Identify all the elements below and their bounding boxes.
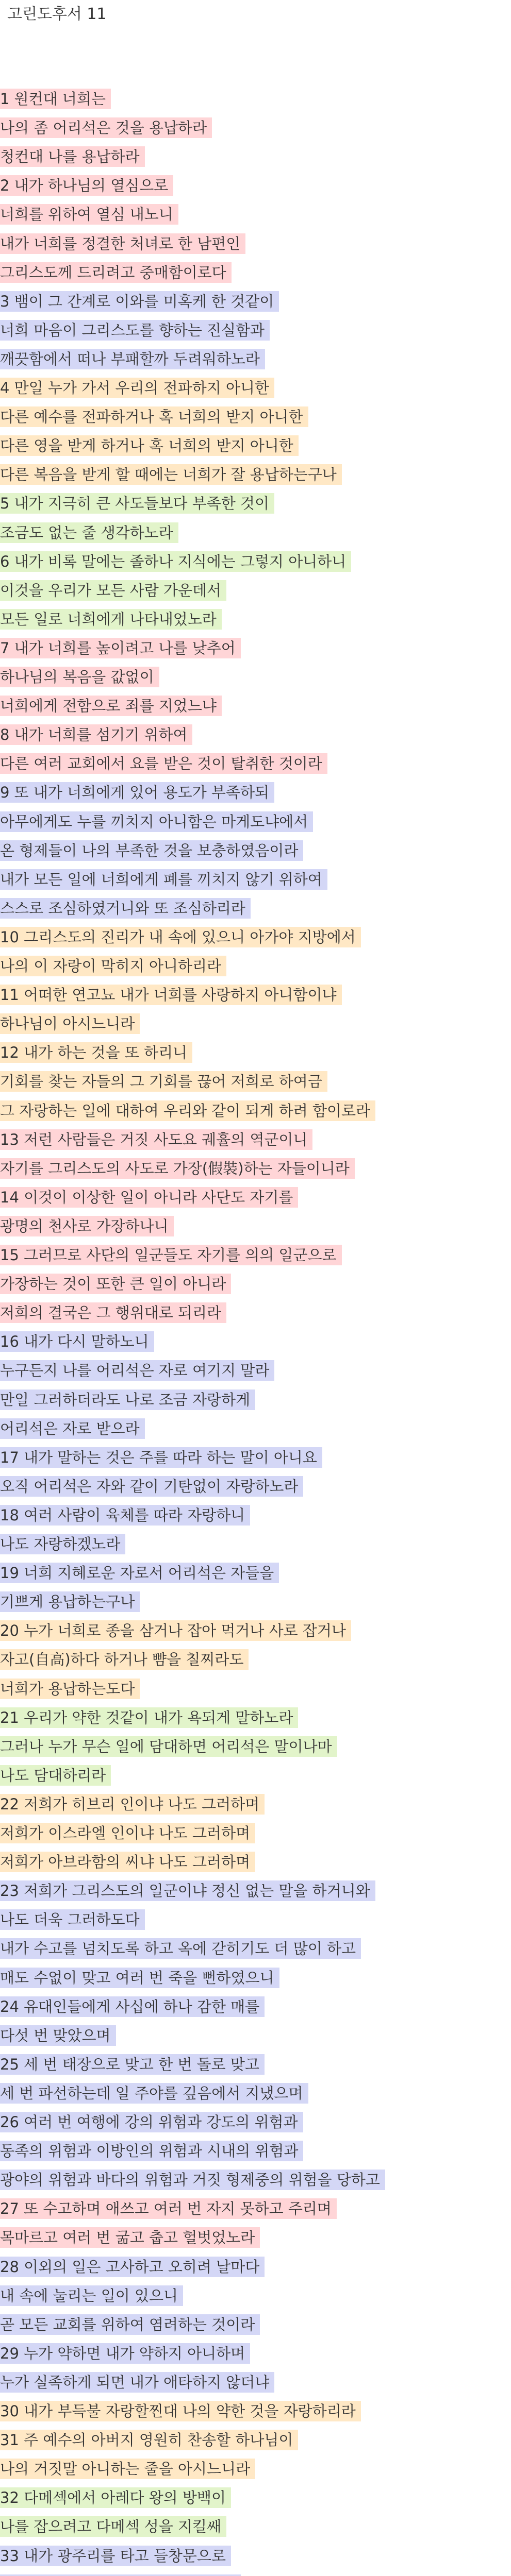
verse-line: 20 누가 너희로 종을 삼거나 잡아 먹거나 사로 잡거나 bbox=[0, 1620, 351, 1641]
verse-line: 25 세 번 태장으로 맞고 한 번 돌로 맞고 bbox=[0, 2054, 265, 2075]
verse-line: 조금도 없는 줄 생각하노라 bbox=[0, 522, 178, 543]
verse-line: 오직 어리석은 자와 같이 기탄없이 자랑하노라 bbox=[0, 1476, 303, 1497]
verse-line: 어리석은 자로 받으라 bbox=[0, 1418, 145, 1439]
verse-line: 17 내가 말하는 것은 주를 따라 하는 말이 아니요 bbox=[0, 1447, 322, 1468]
verse-line: 9 또 내가 너희에게 있어 용도가 부족하되 bbox=[0, 782, 274, 803]
verse-line: 나를 잡으려고 다메섹 성을 지킬쌔 bbox=[0, 2516, 226, 2537]
verse-line: 5 내가 지극히 큰 사도들보다 부족한 것이 bbox=[0, 493, 274, 514]
verse-line: 다른 복음을 받게 할 때에는 너희가 잘 용납하는구나 bbox=[0, 464, 342, 485]
verse-line: 청컨대 나를 용납하라 bbox=[0, 146, 145, 167]
verse-line: 나의 거짓말 아니하는 줄을 아시느니라 bbox=[0, 2459, 255, 2479]
verse-line: 33 내가 광주리를 타고 들창문으로 bbox=[0, 2546, 231, 2566]
verse-line: 만일 그러하더라도 나로 조금 자랑하게 bbox=[0, 1389, 255, 1410]
verse-line: 6 내가 비록 말에는 졸하나 지식에는 그렇지 아니하니 bbox=[0, 551, 351, 572]
verse-line: 31 주 예수의 아버지 영원히 찬송할 하나님이 bbox=[0, 2430, 298, 2450]
verse-line: 27 또 수고하며 애쓰고 여러 번 자지 못하고 주리며 bbox=[0, 2198, 337, 2219]
verse-line: 그러나 누가 무슨 일에 담대하면 어리석은 말이나마 bbox=[0, 1736, 337, 1757]
verse-line: 기쁘게 용납하는구나 bbox=[0, 1591, 140, 1612]
verse-line: 11 어떠한 연고뇨 내가 너희를 사랑하지 아니함이냐 bbox=[0, 985, 342, 1005]
verse-line: 너희에게 전함으로 죄를 지었느냐 bbox=[0, 696, 222, 716]
verse-line: 너희 마음이 그리스도를 향하는 진실함과 bbox=[0, 320, 270, 341]
verse-line: 저희가 이스라엘 인이냐 나도 그러하며 bbox=[0, 1823, 255, 1843]
verse-line: 가장하는 것이 또한 큰 일이 아니라 bbox=[0, 1274, 231, 1294]
verse-line: 2 내가 하나님의 열심으로 bbox=[0, 175, 173, 196]
verse-line: 모든 일로 너희에게 나타내었노라 bbox=[0, 609, 222, 630]
verse-line: 곧 모든 교회를 위하여 염려하는 것이라 bbox=[0, 2314, 260, 2335]
verse-line: 32 다메섹에서 아레다 왕의 방백이 bbox=[0, 2487, 231, 2508]
verse-line: 다른 예수를 전파하거나 혹 너희의 받지 아니한 bbox=[0, 406, 308, 427]
verse-line: 24 유대인들에게 사십에 하나 감한 매를 bbox=[0, 1996, 265, 2017]
verse-line: 그리스도께 드리려고 중매함이로다 bbox=[0, 262, 232, 283]
verse-line: 내가 모든 일에 너희에게 폐를 끼치지 않기 위하여 bbox=[0, 869, 327, 890]
verse-line: 세 번 파선하는데 일 주야를 깊음에서 지냈으며 bbox=[0, 2083, 308, 2104]
verse-line: 매도 수없이 맞고 여러 번 죽을 뻔하였으니 bbox=[0, 1968, 279, 1988]
verse-line: 13 저런 사람들은 거짓 사도요 궤휼의 역군이니 bbox=[0, 1129, 312, 1150]
verse-line: 23 저희가 그리스도의 일군이냐 정신 없는 말을 하거니와 bbox=[0, 1880, 375, 1901]
verse-line: 28 이외의 일은 고사하고 오히려 날마다 bbox=[0, 2257, 265, 2277]
verse-line: 다섯 번 맞았으며 bbox=[0, 2025, 116, 2046]
verse-line: 저희의 결국은 그 행위대로 되리라 bbox=[0, 1302, 226, 1323]
verse-line: 나의 이 자랑이 막히지 아니하리라 bbox=[0, 956, 226, 976]
verse-line: 나의 좀 어리석은 것을 용납하라 bbox=[0, 117, 212, 138]
verse-line: 깨끗함에서 떠나 부패할까 두려워하노라 bbox=[0, 349, 265, 369]
verse-line: 30 내가 부득불 자랑할찐대 나의 약한 것을 자랑하리라 bbox=[0, 2401, 361, 2421]
verse-line: 나도 더욱 그러하도다 bbox=[0, 1909, 145, 1930]
verse-line: 기회를 찾는 자들의 그 기회를 끊어 저희로 하여금 bbox=[0, 1071, 327, 1092]
verse-line: 나도 담대하리라 bbox=[0, 1765, 111, 1786]
verse-line: 그 자랑하는 일에 대하여 우리와 같이 되게 하려 함이로라 bbox=[0, 1100, 375, 1121]
verse-line: 내가 너희를 정결한 처녀로 한 남편인 bbox=[0, 233, 245, 254]
verse-line: 내가 수고를 넘치도록 하고 옥에 갇히기도 더 많이 하고 bbox=[0, 1938, 361, 1959]
verse-line: 광명의 천사로 가장하나니 bbox=[0, 1216, 174, 1236]
verse-line: 하나님이 아시느니라 bbox=[0, 1013, 140, 1034]
verse-line: 다른 여러 교회에서 요를 받은 것이 탈취한 것이라 bbox=[0, 753, 327, 774]
verse-line: 22 저희가 히브리 인이냐 나도 그러하며 bbox=[0, 1794, 265, 1815]
verse-line: 자기를 그리스도의 사도로 가장(假裝)하는 자들이니라 bbox=[0, 1158, 355, 1179]
verse-line: 8 내가 너희를 섬기기 위하여 bbox=[0, 724, 192, 745]
verse-line: 하나님의 복음을 값없이 bbox=[0, 667, 159, 687]
verse-line: 18 여러 사람이 육체를 따라 자랑하니 bbox=[0, 1505, 250, 1526]
verse-line: 10 그리스도의 진리가 내 속에 있으니 아가야 지방에서 bbox=[0, 927, 361, 947]
verse-line: 이것을 우리가 모든 사람 가운데서 bbox=[0, 580, 226, 601]
verse-line: 자고(自高)하다 하거나 뺨을 칠찌라도 bbox=[0, 1649, 249, 1670]
verse-line: 19 너희 지혜로운 자로서 어리석은 자들을 bbox=[0, 1563, 279, 1583]
verse-line: 29 누가 약하면 내가 약하지 아니하며 bbox=[0, 2343, 250, 2364]
verse-line: 누구든지 나를 어리석은 자로 여기지 말라 bbox=[0, 1360, 274, 1381]
verse-line: 스스로 조심하였거니와 또 조심하리라 bbox=[0, 898, 251, 919]
verse-line: 나도 자랑하겠노라 bbox=[0, 1534, 125, 1554]
verse-line: 21 우리가 약한 것같이 내가 욕되게 말하노라 bbox=[0, 1707, 298, 1728]
verse-line: 다른 영을 받게 하거나 혹 너희의 받지 아니한 bbox=[0, 435, 299, 456]
verse-line: 목마르고 여러 번 굶고 춥고 헐벗었노라 bbox=[0, 2227, 260, 2248]
page-title: 고린도후서 11 bbox=[7, 5, 107, 23]
verse-line: 3 뱀이 그 간계로 이와를 미혹케 한 것같이 bbox=[0, 291, 279, 312]
verse-line: 16 내가 다시 말하노니 bbox=[0, 1331, 154, 1352]
verse-line: 15 그러므로 사단의 일군들도 자기를 의의 일군으로 bbox=[0, 1245, 342, 1265]
verse-line: 12 내가 하는 것을 또 하리니 bbox=[0, 1042, 192, 1063]
verse-line: 내 속에 눌리는 일이 있으니 bbox=[0, 2285, 183, 2306]
verse-line: 동족의 위험과 이방인의 위험과 시내의 위험과 bbox=[0, 2141, 303, 2161]
verse-line: 아무에게도 누를 끼치지 아니함은 마게도냐에서 bbox=[0, 811, 313, 832]
verse-line: 광야의 위험과 바다의 위험과 거짓 형제중의 위험을 당하고 bbox=[0, 2170, 385, 2190]
verse-line: 너희를 위하여 열심 내노니 bbox=[0, 204, 178, 225]
verse-line: 7 내가 너희를 높이려고 나를 낮추어 bbox=[0, 638, 241, 658]
verse-line: 너희가 용납하는도다 bbox=[0, 1679, 140, 1699]
verse-line: 14 이것이 이상한 일이 아니라 사단도 자기를 bbox=[0, 1187, 298, 1208]
verse-line: 온 형제들이 나의 부족한 것을 보충하였음이라 bbox=[0, 840, 303, 861]
verse-line: 저희가 아브라함의 씨냐 나도 그러하며 bbox=[0, 1852, 255, 1872]
verse-line: 누가 실족하게 되면 내가 애타하지 않더냐 bbox=[0, 2372, 274, 2393]
verse-line: 4 만일 누가 가서 우리의 전파하지 아니한 bbox=[0, 378, 274, 398]
verse-line: 1 원컨대 너희는 bbox=[0, 89, 111, 109]
verse-line: 26 여러 번 여행에 강의 위험과 강도의 위험과 bbox=[0, 2112, 303, 2132]
